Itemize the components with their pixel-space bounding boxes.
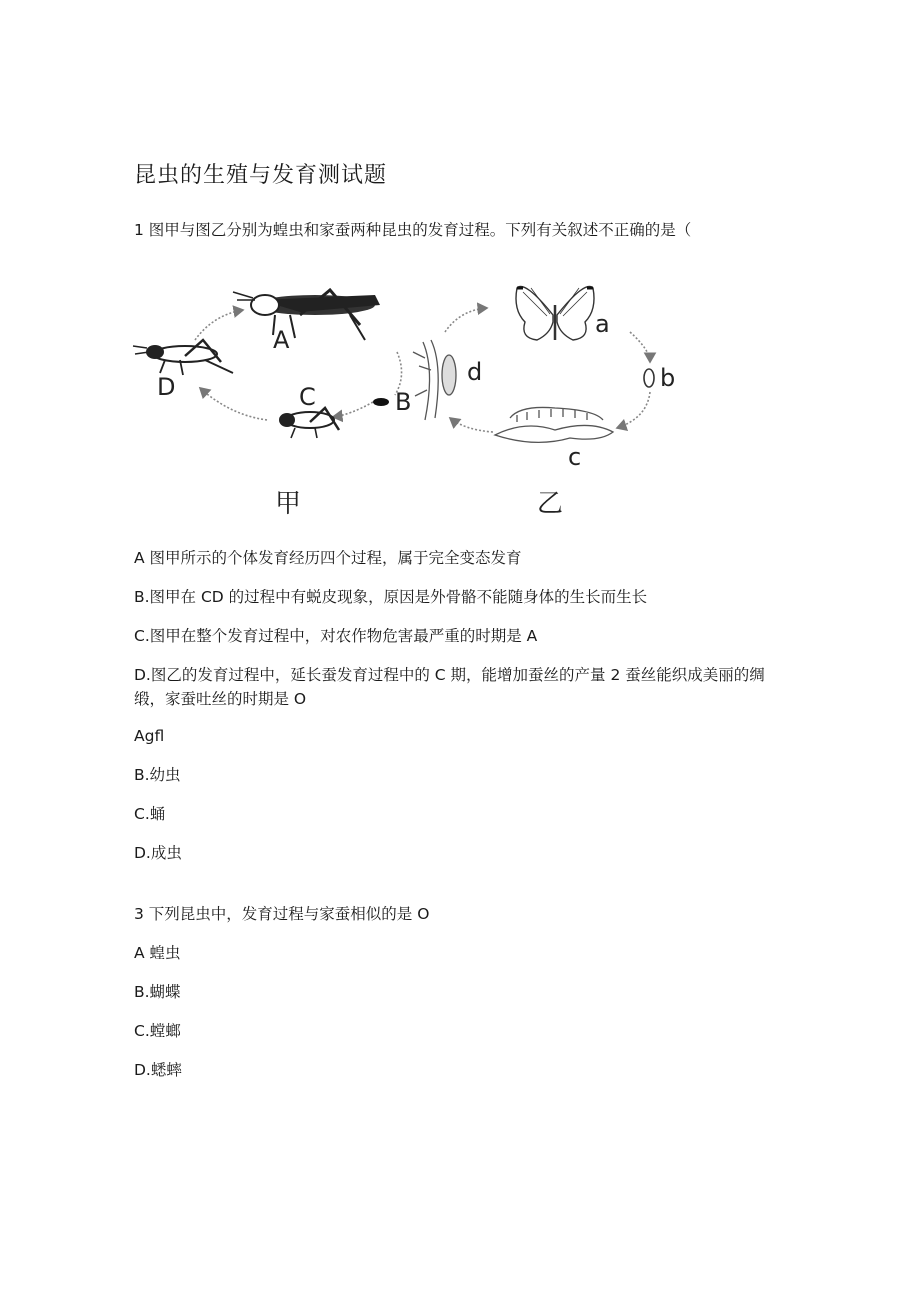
silkworm-egg-icon xyxy=(644,369,654,387)
caption-yi: 乙 xyxy=(537,489,564,519)
silkworm-pupa-icon xyxy=(413,340,456,420)
butterfly-adult-icon xyxy=(516,287,594,340)
silkworm-larva-icon xyxy=(495,407,613,442)
grasshopper-nymph-c-icon xyxy=(279,408,339,438)
life-cycle-figure xyxy=(125,270,676,525)
jia-label-D: D xyxy=(157,373,176,401)
jia-label-C: C xyxy=(299,383,316,411)
q2-option-b: B.幼虫 xyxy=(134,766,181,784)
q2-option-a: Agfl xyxy=(134,727,165,745)
caption-jia: 甲 xyxy=(275,489,302,519)
q1-option-c: C.图甲在整个发育过程中，对农作物危害最严重的时期是 A xyxy=(134,627,538,645)
q2-option-d: D.成虫 xyxy=(134,844,182,862)
grasshopper-nymph-d-icon xyxy=(133,340,233,375)
q1-option-a: A 图甲所示的个体发育经历四个过程，属于完全变态发育 xyxy=(134,549,522,567)
question-3-stem: 3 下列昆虫中，发育过程与家蚕相似的是 O xyxy=(134,905,430,923)
grasshopper-adult-icon xyxy=(233,290,380,340)
jia-label-A: A xyxy=(273,326,290,354)
q1-option-b: B.图甲在 CD 的过程中有蜕皮现象，原因是外骨骼不能随身体的生长而生长 xyxy=(134,588,648,606)
yi-label-d: d xyxy=(467,358,483,386)
yi-label-b: b xyxy=(660,364,676,392)
question-1-stem: 1 图甲与图乙分别为蝗虫和家蚕两种昆虫的发育过程。下列有关叙述不正确的是（ xyxy=(134,221,692,239)
q3-option-d: D.蟋蟀 xyxy=(134,1061,182,1079)
q1-option-d: D.图乙的发育过程中，延长蚕发育过程中的 C 期，能增加蚕丝的产量 2 蚕丝能织成美丽的绸缎，家蚕吐丝的时期是 O xyxy=(134,666,765,708)
q3-option-c: C.螳螂 xyxy=(134,1022,181,1040)
page-title: 昆虫的生殖与发育测试题 xyxy=(134,163,388,188)
yi-label-a: a xyxy=(595,310,610,338)
q3-option-b: B.蝴蝶 xyxy=(134,983,181,1001)
yi-label-c: c xyxy=(568,443,582,471)
q2-option-c: C.蛹 xyxy=(134,805,166,823)
q3-option-a: A 蝗虫 xyxy=(134,944,181,962)
grasshopper-egg-icon xyxy=(373,398,389,406)
jia-label-B: B xyxy=(395,388,412,416)
